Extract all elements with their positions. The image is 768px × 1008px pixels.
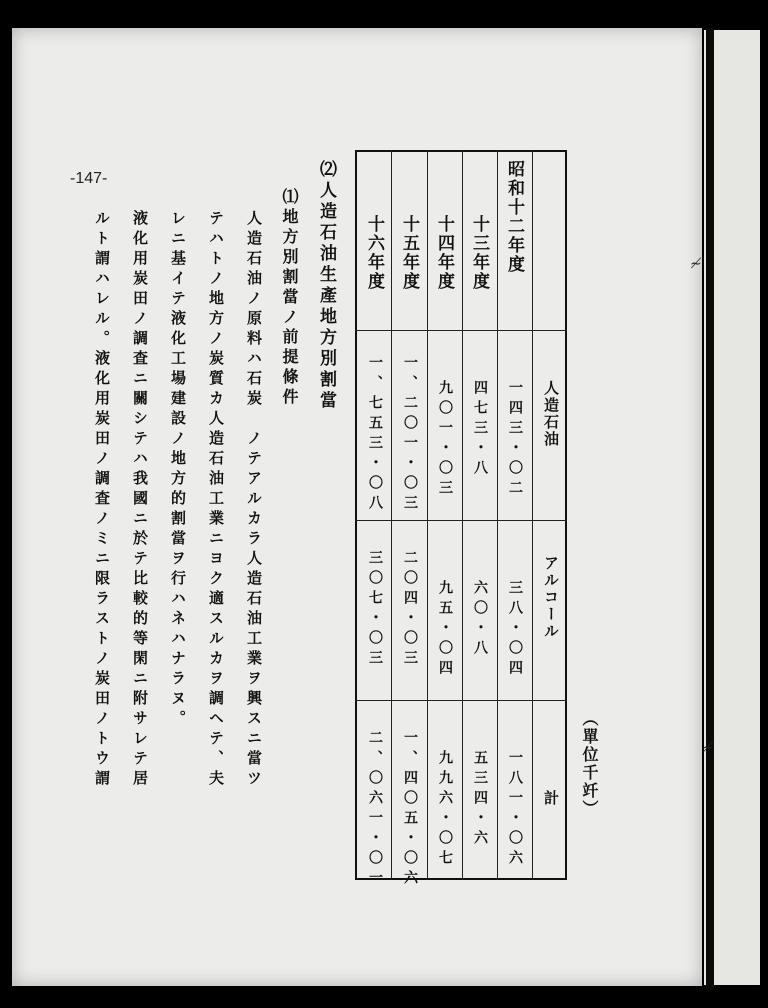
cell-alcohol: 二〇四・〇三 <box>402 550 418 670</box>
section-subheading: ⑴地方別割當ノ前提條件 <box>280 188 299 408</box>
cell-total: 二、〇六一・〇一 <box>367 730 383 890</box>
body-line: レニ基イテ液化工場建設ノ地方的割當ヲ行ハネハナラヌ。 <box>169 210 187 730</box>
table-column-rule <box>427 150 428 880</box>
table-rule <box>355 700 567 701</box>
cell-artificial-oil: 四七三・八 <box>472 380 488 480</box>
cell-total: 一八一・〇六 <box>507 750 523 870</box>
cell-total: 五三四・六 <box>472 750 488 850</box>
section-heading: ⑵人造石油生產地方別割當 <box>316 160 336 412</box>
page-number: -147- <box>70 170 108 187</box>
cell-total: 九九六・〇七 <box>437 750 453 870</box>
header-alcohol: アルコール <box>542 555 560 640</box>
table-rule <box>355 520 567 521</box>
book-spine <box>706 28 714 990</box>
cell-artificial-oil: 一、七五三・〇八 <box>367 355 383 515</box>
cell-alcohol: 九五・〇四 <box>437 580 453 680</box>
body-line: テハトノ地方ノ炭質カ人造石油工業ニヨク適スルカヲ調ヘテ、夫 <box>207 210 225 790</box>
margin-mark: ≁ <box>702 740 714 756</box>
cell-artificial-oil: 一、二〇一・〇三 <box>402 355 418 515</box>
cell-artificial-oil: 一四三・〇二 <box>507 380 523 500</box>
table-rule <box>355 330 567 331</box>
body-line: 人造石油ノ原料ハ石炭 ノテアルカラ人造石油工業ヲ興スニ當ツ <box>245 210 263 790</box>
unit-note: （單位千竏） <box>580 710 599 818</box>
cell-alcohol: 三八・〇四 <box>507 580 523 680</box>
table-column-rule <box>462 150 463 880</box>
table-row-year: 十三年度 <box>469 215 489 291</box>
table-row-year: 昭和十二年度 <box>504 160 524 274</box>
cell-total: 一、四〇五・〇六 <box>402 730 418 890</box>
header-total: 計 <box>542 790 560 807</box>
table-row-year: 十五年度 <box>399 215 419 291</box>
cell-alcohol: 六〇・八 <box>472 580 488 660</box>
body-line: ルト謂ハレル。液化用炭田ノ調査ノミニ限ラストノ炭田ノトウ謂 <box>93 210 111 790</box>
margin-mark: ≁ <box>690 256 702 272</box>
table-row-year: 十四年度 <box>434 215 454 291</box>
table-column-rule <box>497 150 498 880</box>
table-column-rule <box>532 150 533 880</box>
cell-alcohol: 三〇七・〇三 <box>367 550 383 670</box>
cell-artificial-oil: 九〇一・〇三 <box>437 380 453 500</box>
header-artificial-oil: 人造石油 <box>542 380 560 448</box>
table-column-rule <box>391 150 392 880</box>
body-line: 液化用炭田ノ調査ニ關シテハ我國ニ於テ比較的等閑ニ附サレテ居 <box>131 210 149 790</box>
table-row-year: 十六年度 <box>364 215 384 291</box>
